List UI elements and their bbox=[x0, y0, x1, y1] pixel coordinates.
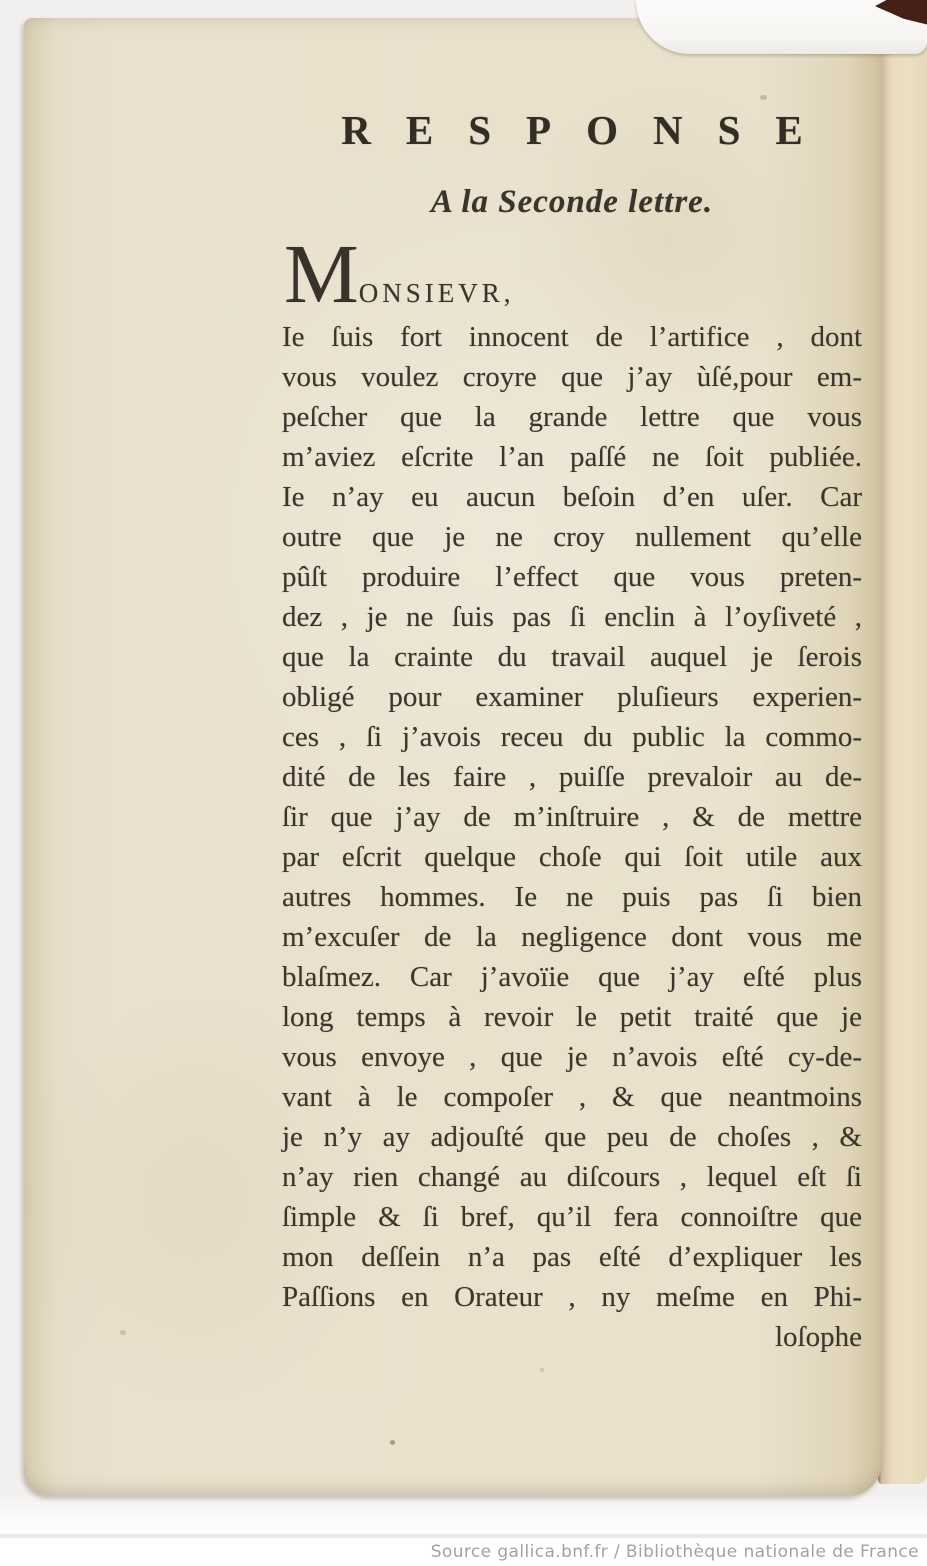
body-line: m’aviez eſcrite l’an paſſé ne ſoit publiée. bbox=[282, 441, 862, 473]
body-line: vous voulez croyre que j’ay ùſé,pour em- bbox=[282, 361, 862, 393]
body-line: outre que je ne croy nullement qu’elle bbox=[282, 521, 862, 553]
body-line: dez , je ne ſuis pas ſi enclin à l’oyſiveté , bbox=[282, 601, 862, 633]
body-line: ces , ſi j’avois receu du public la commo- bbox=[282, 721, 862, 753]
body-line: vant à le compoſer , & que neantmoins bbox=[282, 1081, 862, 1113]
page-text-block bbox=[282, 18, 862, 1496]
body-line: m’excuſer de la negligence dont vous me bbox=[282, 921, 862, 953]
body-line: ſimple & ſi bref, qu’il fera connoiſtre que bbox=[282, 1201, 862, 1233]
salutation bbox=[284, 228, 515, 321]
foxing-speck bbox=[390, 1440, 395, 1445]
drop-cap-initial: M bbox=[284, 228, 359, 321]
foxing-speck bbox=[120, 1330, 126, 1335]
body-line: Ie ſuis fort innocent de l’artifice , dont bbox=[282, 321, 862, 353]
body-line: pûſt produire l’effect que vous preten- bbox=[282, 561, 862, 593]
facing-page-fore-edge bbox=[878, 22, 927, 1484]
source-attribution-text: Source gallica.bnf.fr / Bibliothèque nationale de France bbox=[430, 1542, 919, 1562]
page-subtitle: A la Seconde lettre. bbox=[430, 184, 714, 220]
page-header-title: RESPONSE bbox=[341, 107, 838, 153]
body-line: ſir que j’ay de m’inſtruire , & de mettre bbox=[282, 801, 862, 833]
body-line: que la crainte du travail auquel je ſerois bbox=[282, 641, 862, 673]
body-line: autres hommes. Ie ne puis pas ſi bien bbox=[282, 881, 862, 913]
body-line: n’ay rien changé au diſcours , lequel eſt ſi bbox=[282, 1161, 862, 1193]
foxing-speck bbox=[760, 95, 767, 100]
scanned-page bbox=[24, 18, 882, 1496]
body-line: obligé pour examiner pluſieurs experien- bbox=[282, 681, 862, 713]
body-line: vous envoye , que je n’avois eſté cy-de- bbox=[282, 1041, 862, 1073]
foxing-speck bbox=[540, 1368, 544, 1372]
body-line: par eſcrit quelque choſe qui ſoit utile aux bbox=[282, 841, 862, 873]
catchword: loſophe bbox=[775, 1321, 862, 1353]
body-line: mon deſſein n’a pas eſté d’expliquer les bbox=[282, 1241, 862, 1273]
body-text bbox=[282, 317, 862, 1357]
body-line: dité de les faire , puiſſe prevaloir au de- bbox=[282, 761, 862, 793]
body-line: blaſmez. Car j’avoïie que j’ay eſté plus bbox=[282, 961, 862, 993]
body-line: je n’y ay adjouſté que peu de choſes , & bbox=[282, 1121, 862, 1153]
body-line: Paſſions en Orateur , ny meſme en Phi- bbox=[282, 1281, 862, 1313]
body-line: long temps à revoir le petit traité que je bbox=[282, 1001, 862, 1033]
body-line: peſcher que la grande lettre que vous bbox=[282, 401, 862, 433]
body-lines bbox=[282, 317, 862, 1317]
salutation-text: ONSIEVR, bbox=[358, 278, 515, 308]
source-attribution-bar bbox=[0, 1534, 927, 1566]
body-line: Ie n’ay eu aucun beſoin d’en uſer. Car bbox=[282, 481, 862, 513]
